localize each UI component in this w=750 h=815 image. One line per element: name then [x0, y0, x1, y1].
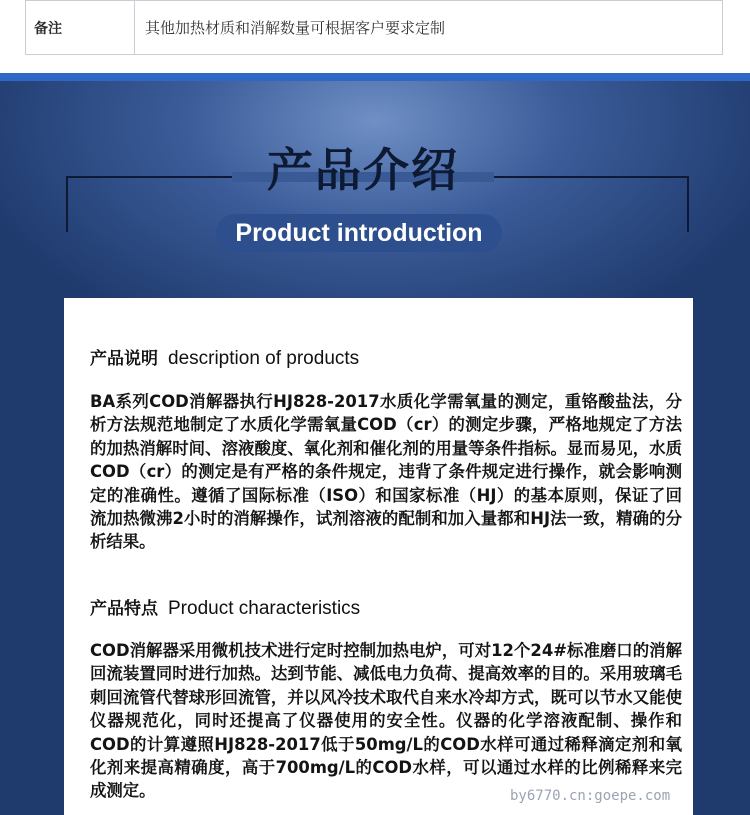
section-title-cn: 产品介绍 — [267, 143, 459, 197]
description-heading — [90, 344, 359, 370]
section-title-en: Product introduction — [216, 214, 502, 252]
section-divider — [0, 73, 750, 81]
description-paragraph: BA系列COD消解器执行HJ828-2017水质化学需氧量的测定，重铬酸盐法，分析方法规范地制定了水质化学需氧量COD（cr）的测定步骤，严格地规定了方法的加热消解时间、溶液酸度、氧化剂和催化剂的用量等条件指标。显而易见，水质COD（cr）的测定是有严格的条件规定，违背了条件规定进行操作，就会影响测定的准确性。遵循了国际标准（ISO）和国家标准（HJ）的基本原则，保证了回流加热微沸2小时的消解操作，试剂溶液的配制和加入量都和HJ法一致，精确的分析结果。 — [90, 392, 682, 552]
characteristics-heading — [90, 594, 360, 620]
description-heading-en: description of products — [168, 348, 360, 369]
remark-label: 备注 — [26, 1, 135, 54]
spec-table — [25, 0, 723, 55]
characteristics-heading-en: Product characteristics — [168, 598, 361, 619]
remark-value: 其他加热材质和消解数量可根据客户要求定制 — [145, 19, 446, 37]
watermark: by6770.cn:goepe.com — [510, 788, 671, 804]
characteristics-paragraph: COD消解器采用微机技术进行定时控制加热电炉，可对12个24#标准磨口的消解回流装置同时进行加热。达到节能、减低电力负荷、提高效率的目的。采用玻璃毛刺回流管代替球形回流管，并以风冷技术取代自来水冷却方式，既可以节水又能使仪器规范化，同时还提高了仪器使用的安全性。仪器的化学溶液配制、操作和COD的计算遵照HJ828-2017低于50mg/L的COD水样可通过稀释滴定剂和氧化剂来提高精确度，高于700mg/L的COD水样，可以通过水样的比例稀释来完成测定。 — [90, 641, 682, 801]
content-panel — [64, 298, 693, 815]
characteristics-heading-cn: 产品特点 — [90, 599, 158, 619]
description-heading-cn: 产品说明 — [90, 349, 158, 369]
